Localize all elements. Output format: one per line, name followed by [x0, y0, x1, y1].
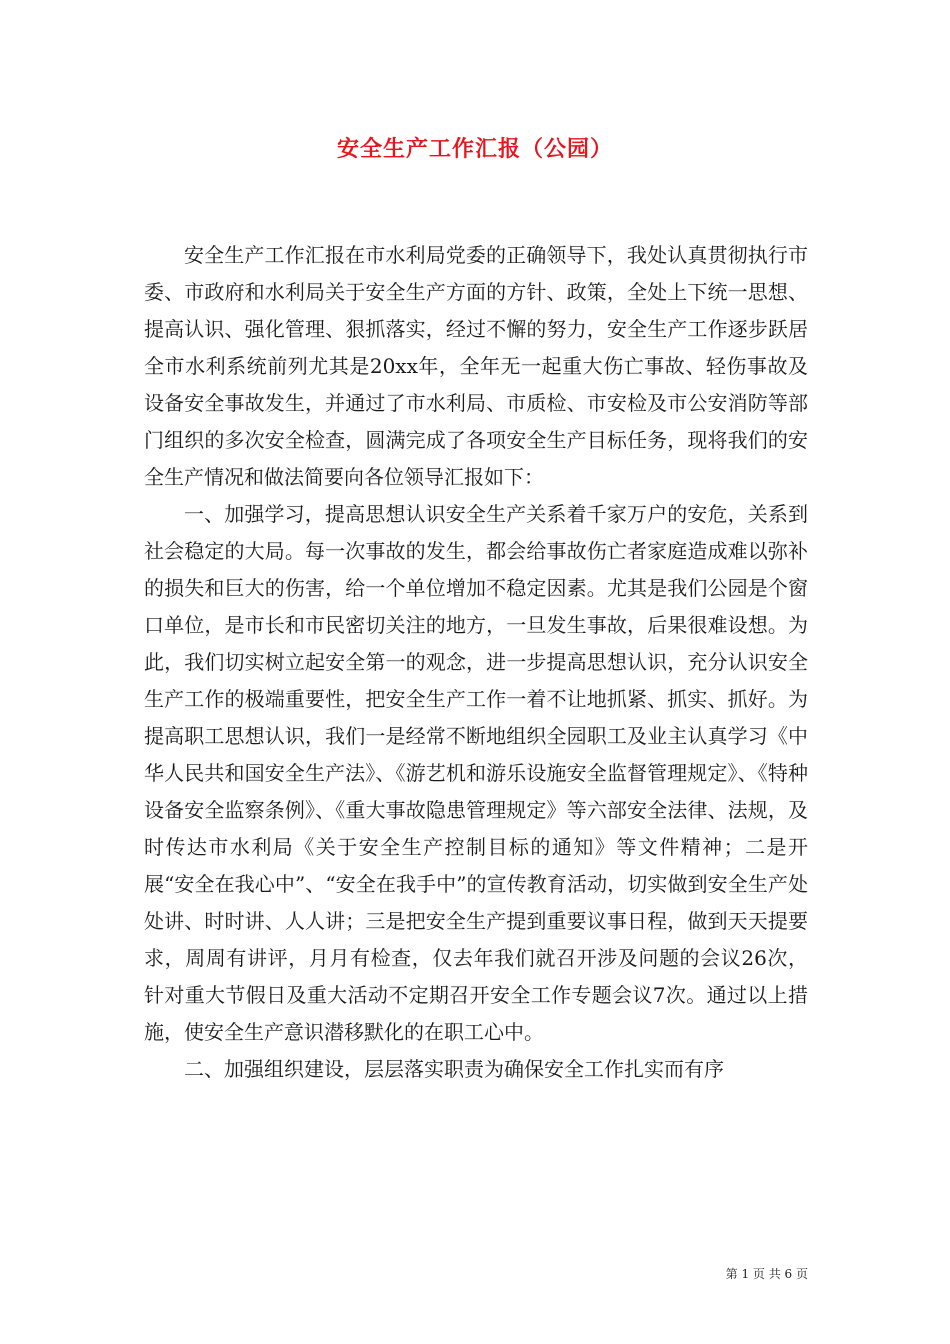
- paragraph-intro: 安全生产工作汇报在市水利局党委的正确领导下，我处认真贯彻执行市委、市政府和水利局关于安全生产方面的方针、政策，全处上下统一思想、提高认识、强化管理、狠抓落实，经过不懈的努力，安全生产工作逐步跃居全市水利系统前列尤其是20xx年，全年无一起重大伤亡事故、轻伤事故及设备安全事故发生，并通过了市水利局、市质检、市安检及市公安消防等部门组织的多次安全检查，圆满完成了各项安全生产目标任务，现将我们的安全生产情况和做法简要向各位领导汇报如下：: [144, 243, 808, 489]
- paragraph-section-1: 一、加强学习，提高思想认识安全生产关系着千家万户的安危，关系到社会稳定的大局。每一次事故的发生，都会给事故伤亡者家庭造成难以弥补的损失和巨大的伤害，给一个单位增加不稳定因素。尤其是我们公园是个窗口单位，是市长和市民密切关注的地方，一旦发生事故，后果很难设想。为此，我们切实树立起安全第一的观念，进一步提高思想认识，充分认识安全生产工作的极端重要性，把安全生产工作一着不让地抓紧、抓实、抓好。为提高职工思想认识，我们一是经常不断地组织全园职工及业主认真学习《中华人民共和国安全生产法》、《游艺机和游乐设施安全监督管理规定》、《特种设备安全监察条例》、《重大事故隐患管理规定》等六部安全法律、法规，及时传达市水利局《关于安全生产控制目标的通知》等文件精神；二是开展“安全在我心中”、“安全在我手中”的宣传教育活动，切实做到安全生产处处讲、时时讲、人人讲；三是把安全生产提到重要议事日程，做到天天提要求，周周有讲评，月月有检查，仅去年我们就召开涉及问题的会议26次，针对重大节假日及重大活动不定期召开安全工作专题会议7次。通过以上措施，使安全生产意识潜移默化的在职工心中。: [144, 502, 808, 1044]
- page-number-footer: 第 1 页 共 6 页: [725, 1267, 808, 1281]
- document-title: 安全生产工作汇报（公园）: [336, 136, 613, 162]
- paragraph-section-2: 二、加强组织建设，层层落实职责为确保安全工作扎实而有序: [184, 1057, 724, 1081]
- document-body: [144, 237, 808, 1088]
